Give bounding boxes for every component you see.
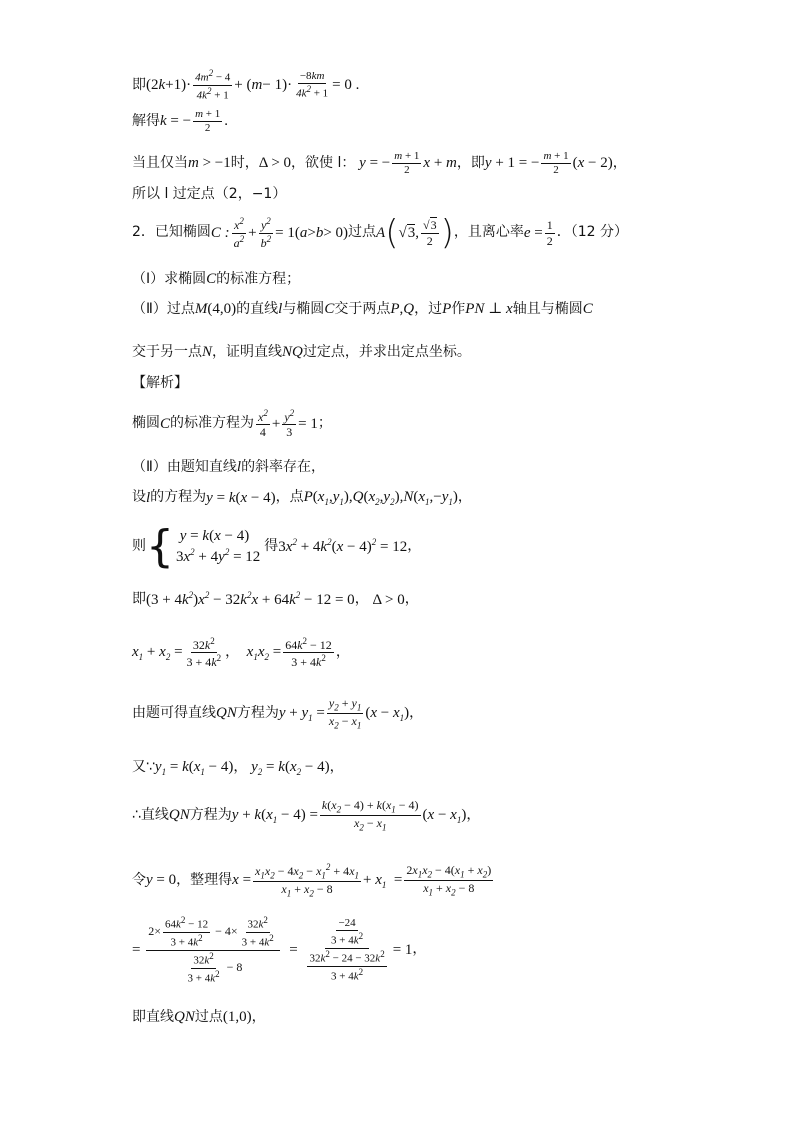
eq-line-4 xyxy=(132,186,286,204)
eq-line-2: 解得 k = − $\frac{m + 1}{2}$ . xyxy=(132,108,229,135)
text-label: 即 xyxy=(132,76,146,93)
text-label: 交于两点 xyxy=(334,300,391,317)
text-label: 则 xyxy=(132,538,146,555)
text-label: 的斜率存在， xyxy=(241,458,326,475)
text-label: 设 xyxy=(132,489,146,506)
text-label: 方程为 xyxy=(236,704,279,721)
text-label: 2．已知椭圆 xyxy=(132,224,211,241)
text-label: ， xyxy=(412,941,427,958)
text-label: 的标准方程为 xyxy=(170,415,255,432)
text-label: 的标准方程； xyxy=(216,270,301,287)
text-label: ，欲使 l： xyxy=(291,154,356,171)
text-label: 过点 xyxy=(194,1008,223,1025)
text-label: 由题可得直线 xyxy=(132,704,216,721)
text-label: ，过 xyxy=(414,300,443,317)
text-label: ， xyxy=(404,591,419,608)
eq-line-1: 即 (2k+1)· $\frac{4m^2 - 4}{4k^2 + 1}$ + ( m − 1)· $\frac{-8km}{4k^2 + 1}$ = 0 . xyxy=(132,68,360,102)
part-2: （Ⅱ）过点 M(4,0) 的直线 l 与椭圆 C 交于两点 P,Q ，过 P 作 PN ⊥ x 轴且与椭圆 C xyxy=(132,300,593,317)
text-label: 令 xyxy=(132,871,146,888)
text-label: 解得 xyxy=(132,112,160,129)
sol-line-9: ∴直线 QN 方程为 $y + k(x_1 - 4)$ = $\frac{k(x_2 - 4) + k(x_1 - 4)}{x_2 - x_1}$ $(x - x_1)$ ， xyxy=(132,798,481,833)
text-label: 时， xyxy=(230,154,259,171)
text-label: ， xyxy=(233,759,248,776)
text-label: ，且离心率 xyxy=(453,224,524,241)
sol-line-10: 令 y = 0 ，整理得 x = $\frac{x_1x_2 - 4x_2 - x_1^2 + 4x_1}{x_1 + x_2 - 8}$ + $x_1$ = $\frac{2x_1x_2 - 4(x_1 + x_2)}{x_1 + x_2 - 8}$ xyxy=(132,862,492,899)
text-label: ， xyxy=(409,704,424,721)
text-label: ．（12 分） xyxy=(556,224,628,241)
text-label: ∴直线 xyxy=(132,806,169,823)
text-label: ，点 xyxy=(275,489,304,506)
text-label: 轴且与椭圆 xyxy=(512,300,583,317)
text-label: 的直线 xyxy=(236,300,279,317)
text-label: 过点 xyxy=(348,224,377,241)
analysis-heading xyxy=(132,375,188,393)
sol-line-7: 由题可得直线 QN 方程为 $y + y_1$ = $\frac{y_2 + y_1}{x_2 - x_1}$ $(x - x_1)$ ， xyxy=(132,696,424,731)
question-2: 2．已知椭圆 C : $\frac{x^2}{a^2}$ + $\frac{y^2}{b^2}$ = 1( a > b > 0) 过点 A ( √3, $\frac{√3}{2}$ ) ，且离心率 e = $\frac{1}{2}$ ．（12 分） xyxy=(132,213,628,253)
sol-line-6: $x_1 + x_2$ = $\frac{32k^2}{3 + 4k^2}$ ， $x_1x_2$ = $\frac{64k^2 - 12}{3 + 4k^2}$ ， xyxy=(132,636,350,670)
text-label: 【解析】 xyxy=(132,375,188,391)
sol-line-2: （Ⅱ）由题知直线 l 的斜率存在， xyxy=(132,458,326,475)
sol-line-12: 即直线 QN 过点 (1,0) ， xyxy=(132,1008,266,1025)
text-label: 得 xyxy=(264,538,279,555)
text-label: （Ⅱ）过点 xyxy=(132,300,195,317)
text-label: ； xyxy=(317,415,332,432)
text-label: 交于另一点 xyxy=(132,343,202,360)
text-label: 所以 l 过定点（2，−1） xyxy=(132,186,287,202)
sol-line-5: 即 $(3 + 4k^2)x^2 - 32k^2x + 64k^2 - 12 = 0$ ， Δ > 0 ， xyxy=(132,590,419,608)
text-label: （Ⅰ）求椭圆 xyxy=(132,270,207,287)
sol-line-1: 椭圆 C 的标准方程为 $\frac{x^2}{4}$ + $\frac{y^2}{3}$ = 1 ； xyxy=(132,408,332,440)
text-label: ， xyxy=(466,806,481,823)
text-label: 又∵ xyxy=(132,759,155,776)
text-label: ， xyxy=(612,154,627,171)
sol-line-8: 又∵ $y_1 = k(x_1 - 4)$ ， $y_2 = k(x_2 - 4)$ ， xyxy=(132,759,344,777)
text-label: ， xyxy=(225,644,240,661)
text-label: 方程为 xyxy=(189,806,232,823)
text-label: 作 xyxy=(451,300,466,317)
part-2-cont: 交于另一点 N ，证明直线 NQ 过定点，并求出定点坐标。 xyxy=(132,343,471,360)
text-label: 当且仅当 xyxy=(132,154,188,171)
text-label: ， xyxy=(251,1008,266,1025)
eq-line-3: 当且仅当 m > −1 时， Δ > 0 ，欲使 l： y = − $\frac{m + 1}{2}$ x + m ，即 y + 1 = − $\frac{m + 1}{2}$ (x − 2) ， xyxy=(132,150,627,177)
text-label: ， xyxy=(335,644,350,661)
part-1: （Ⅰ）求椭圆 C 的标准方程； xyxy=(132,270,301,287)
text-label: 过定点，并求出定点坐标。 xyxy=(302,343,471,360)
text-label: 的方程为 xyxy=(150,489,207,506)
sol-line-11: = 2× $\frac{64k^2 - 12}{3 + 4k^2}$ − 4× $\frac{32k^2}{3 + 4k^2}$ $\frac{32k^2}{3 + 4k^2}$ − 8 = $\frac{\frac{-24}{3 + 4k^2}}{\frac{32k^2 - 24 - 32k^2}{3 + 4k^2}}$ = 1 ， xyxy=(132,915,427,985)
text-label: ，整理得 xyxy=(176,871,233,888)
sol-line-4: 则 { y = k(x − 4) $3x^2 + 4y^2 = 12$ 得 $3x^2 + 4k^2(x - 4)^2 = 12$ ， xyxy=(132,521,422,572)
text-label: 椭圆 xyxy=(132,415,160,432)
text-label: ，证明直线 xyxy=(212,343,283,360)
sol-line-3: 设 l 的方程为 y = k(x − 4) ，点 $P(x_1,y_1),Q(x_2,y_2),N(x_1,-y_1)$ ， xyxy=(132,489,472,507)
text-label: 即 xyxy=(132,591,146,608)
text-label: ，即 xyxy=(456,154,485,171)
text-label: ， xyxy=(354,591,369,608)
text-label: ， xyxy=(407,538,422,555)
text-label: 即直线 xyxy=(132,1008,174,1025)
text-label: ， xyxy=(329,759,344,776)
text-label: （Ⅱ）由题知直线 xyxy=(132,458,237,475)
text-label: ， xyxy=(457,489,472,506)
text-label: 与椭圆 xyxy=(282,300,325,317)
